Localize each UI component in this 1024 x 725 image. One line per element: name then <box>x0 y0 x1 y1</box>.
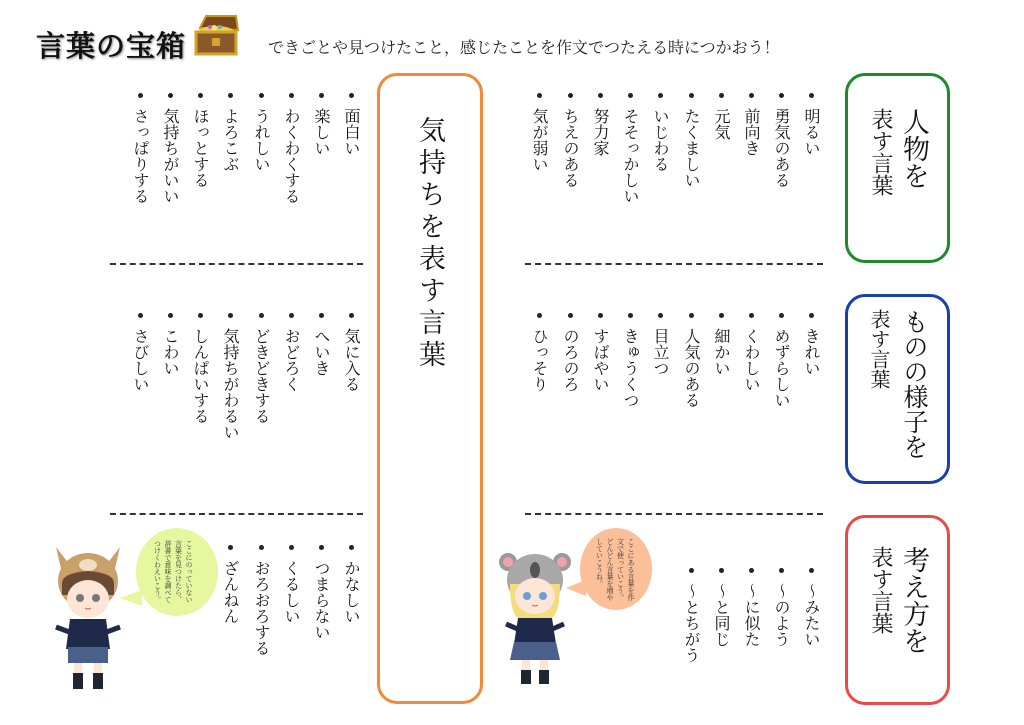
word-item: 楽しい <box>313 93 329 156</box>
word-item: たくましい <box>683 93 699 188</box>
word-item: ～のよう <box>773 568 789 647</box>
section-divider <box>525 263 823 265</box>
word-item: おどろく <box>283 313 299 392</box>
word-item: さっぱりする <box>132 93 148 204</box>
word-item: 元気 <box>713 93 729 140</box>
category-title-line1: 人物を <box>898 108 929 189</box>
category-title: 気持ちを表す言葉 <box>414 116 445 372</box>
word-item: おろおろする <box>253 545 269 656</box>
word-item: さびしい <box>132 313 148 392</box>
section-divider <box>110 513 363 515</box>
category-title-line2: 表す言葉 <box>867 309 891 389</box>
word-item: かなしい <box>343 545 359 624</box>
word-item: めずらしい <box>773 313 789 408</box>
speech-text-boy: ここにのっていない 言葉を見つけたら、 辞書で意味を調べて つけくわえいこう。 <box>153 540 193 603</box>
section-divider <box>525 513 823 515</box>
section-divider <box>110 263 363 265</box>
word-item: そそっかしい <box>622 93 638 204</box>
word-item: ～とちがう <box>683 568 699 663</box>
girl-koala-character <box>498 548 574 688</box>
category-box-person <box>845 73 950 263</box>
treasure-chest-icon <box>192 14 242 58</box>
speech-text-girl: ここにある言葉を作 文で使っていこう。 どんどん言葉を増や していこうね。 <box>595 538 635 601</box>
word-item: ～と同じ <box>713 568 729 647</box>
category-title-line1: 考え方を <box>898 546 929 654</box>
word-item: ざんねん <box>222 545 238 624</box>
category-title-line2: 表す言葉 <box>868 546 893 634</box>
word-item: 人気のある <box>683 313 699 408</box>
word-item: 努力家 <box>592 93 608 156</box>
word-item: 目立つ <box>652 313 668 376</box>
word-item: 気持ちがいい <box>162 93 178 204</box>
word-item: しんぱいする <box>192 313 208 424</box>
word-item: 細かい <box>713 313 729 376</box>
word-item: 前向き <box>743 93 759 156</box>
word-item: きゅうくつ <box>622 313 638 408</box>
word-item: 明るい <box>803 93 819 156</box>
boy-kangaroo-character <box>48 543 128 693</box>
category-title-line1: ものの様子を <box>900 309 929 459</box>
word-item: ～みたい <box>803 568 819 647</box>
category-title-line2: 表す言葉 <box>868 108 893 196</box>
word-item: こわい <box>162 313 178 376</box>
word-item: 勇気のある <box>773 93 789 188</box>
word-item: つまらない <box>313 545 329 640</box>
word-item: いじわる <box>652 93 668 172</box>
word-item: 気持ちがわるい <box>222 313 238 440</box>
word-item: ほっとする <box>192 93 208 188</box>
word-item: きれい <box>803 313 819 376</box>
category-box-thinking <box>845 515 950 705</box>
word-item: わくわくする <box>283 93 299 204</box>
word-item: すばやい <box>592 313 608 392</box>
word-item: 面白い <box>343 93 359 156</box>
word-item: 気に入る <box>343 313 359 392</box>
word-item: どきどきする <box>253 313 269 424</box>
word-item: のろのろ <box>562 313 578 392</box>
word-item: ～に似た <box>743 568 759 647</box>
word-item: くわしい <box>743 313 759 392</box>
word-item: へいき <box>313 313 329 376</box>
word-item: くるしい <box>283 545 299 624</box>
word-item: ちえのある <box>562 93 578 188</box>
word-item: うれしい <box>253 93 269 172</box>
category-box-thing <box>845 294 950 484</box>
category-box-feeling <box>377 73 483 704</box>
word-item: 気が弱い <box>531 93 547 172</box>
subtitle: できごとや見つけたこと，感じたことを作文でつたえる時につかおう！ <box>268 38 780 57</box>
word-item: ひっそり <box>531 313 547 392</box>
word-item: よろこぶ <box>222 93 238 172</box>
page-title: 言葉の宝箱 <box>36 29 187 63</box>
